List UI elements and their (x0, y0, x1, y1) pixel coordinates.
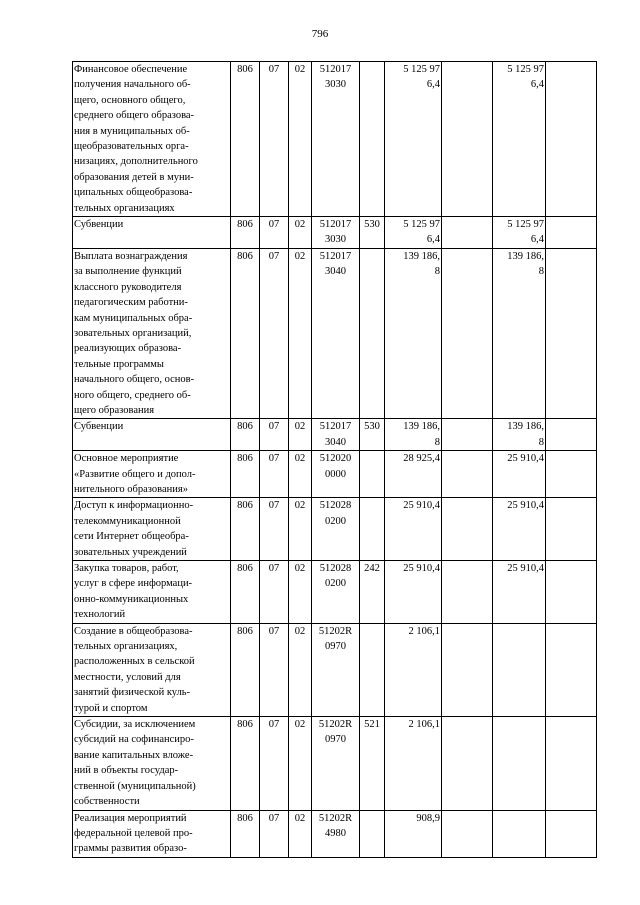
target-article-line: 512017 (319, 219, 352, 231)
table-row (73, 419, 597, 451)
amount-cell-4 (546, 217, 597, 249)
amount-cell-4 (546, 419, 597, 451)
item-name-line: зовательных учреждений (74, 546, 187, 558)
amount-cell-2 (442, 451, 493, 498)
item-name-line: тельных организациях, (74, 641, 178, 653)
item-name-line: Финансовое обеспечение (74, 64, 188, 75)
item-name-line: турой и спортом (74, 702, 148, 714)
item-name-cell (73, 248, 231, 418)
amount-cell-4 (546, 62, 597, 217)
amount-cell-3 (493, 717, 546, 810)
item-name-line: занятий физической куль- (74, 687, 191, 699)
amount-line: 5 125 97 (403, 64, 440, 75)
item-name-line: щего, основного общего, (74, 94, 186, 106)
item-name-line: нительного образования» (74, 483, 188, 495)
item-name-line: тельных организациях (74, 202, 175, 214)
ministry-code-cell: 806 (231, 623, 260, 716)
amount-cell (385, 561, 442, 624)
section-code-cell: 07 (260, 217, 289, 249)
item-name-line: местности, условий для (74, 671, 181, 683)
target-article-line: 512017 (319, 421, 352, 433)
amount-line: 25 910,4 (507, 563, 544, 574)
amount-line: 8 (538, 266, 544, 278)
section-code-cell: 07 (260, 623, 289, 716)
item-name-line: Выплата вознаграждения (74, 250, 188, 262)
amount-line: 8 (538, 436, 544, 448)
budget-table (72, 61, 597, 858)
item-name-line: расположенных в сельской (74, 656, 195, 668)
subsection-code-cell: 02 (289, 623, 312, 716)
item-name-line: ственной (муниципальной) (74, 780, 196, 792)
amount-cell (385, 498, 442, 561)
target-article-cell (312, 623, 360, 716)
amount-cell-4 (546, 561, 597, 624)
amount-cell-3 (493, 62, 546, 217)
section-code-cell: 07 (260, 248, 289, 418)
ministry-code-cell: 806 (231, 498, 260, 561)
table-row (73, 717, 597, 810)
ministry-code-cell: 806 (231, 810, 260, 857)
amount-cell-3 (493, 217, 546, 249)
target-article-cell (312, 419, 360, 451)
target-article-line: 0200 (325, 515, 346, 527)
item-name-line: технологий (74, 609, 126, 621)
amount-cell-4 (546, 717, 597, 810)
item-name-line: субсидий на софинансиро- (74, 734, 194, 746)
amount-line: 5 125 97 (507, 219, 544, 231)
expense-type-cell (360, 498, 385, 561)
amount-cell-2 (442, 498, 493, 561)
amount-cell-3 (493, 451, 546, 498)
item-name-line: педагогическим работни- (74, 297, 188, 309)
amount-cell-3 (493, 419, 546, 451)
item-name-line: федеральной целевой про- (74, 827, 193, 839)
target-article-line: 4980 (325, 827, 346, 839)
item-name-line: реализующих образова- (74, 343, 182, 355)
section-code-cell: 07 (260, 62, 289, 217)
target-article-line: 512017 (319, 250, 352, 262)
item-name-line: собственности (74, 796, 140, 808)
target-article-line: 512020 (319, 453, 352, 465)
ministry-code-cell: 806 (231, 248, 260, 418)
item-name-line: Реализация мероприятий (74, 812, 187, 824)
item-name-line: Субсидии, за исключением (74, 719, 196, 731)
amount-cell-2 (442, 419, 493, 451)
amount-cell (385, 248, 442, 418)
table-row (73, 498, 597, 561)
amount-cell-3 (493, 810, 546, 857)
amount-line: 28 925,4 (403, 453, 440, 465)
amount-line: 139 186, (507, 250, 544, 262)
amount-line: 6,4 (530, 79, 544, 91)
amount-cell (385, 451, 442, 498)
amount-cell (385, 810, 442, 857)
target-article-cell (312, 62, 360, 217)
amount-cell (385, 217, 442, 249)
item-name-line: ния в муниципальных об- (74, 125, 190, 137)
item-name-cell (73, 561, 231, 624)
table-row (73, 62, 597, 217)
subsection-code-cell: 02 (289, 717, 312, 810)
expense-type-cell: 530 (360, 217, 385, 249)
amount-line: 25 910,4 (507, 453, 544, 465)
target-article-line: 0200 (325, 578, 346, 590)
item-name-line: ного общего, среднего об- (74, 389, 191, 401)
amount-line: 5 125 97 (403, 219, 440, 231)
target-article-cell (312, 717, 360, 810)
target-article-line: 51202R (318, 719, 353, 731)
amount-cell-3 (493, 498, 546, 561)
item-name-line: ципальных общеобразова- (74, 187, 193, 199)
amount-line: 139 186, (507, 421, 544, 433)
section-code-cell: 07 (260, 419, 289, 451)
amount-cell-4 (546, 248, 597, 418)
item-name-cell (73, 62, 231, 217)
amount-cell (385, 62, 442, 217)
target-article-line: 51202R (318, 625, 353, 637)
amount-line: 139 186, (403, 421, 440, 433)
subsection-code-cell: 02 (289, 451, 312, 498)
section-code-cell: 07 (260, 717, 289, 810)
ministry-code-cell: 806 (231, 217, 260, 249)
item-name-cell (73, 717, 231, 810)
target-article-cell (312, 498, 360, 561)
amount-cell-4 (546, 498, 597, 561)
section-code-cell: 07 (260, 561, 289, 624)
item-name-line: классного руководителя (74, 281, 182, 293)
section-code-cell: 07 (260, 810, 289, 857)
item-name-line: вание капитальных вложе- (74, 749, 194, 761)
amount-line: 8 (434, 266, 440, 278)
amount-line: 6,4 (426, 79, 440, 91)
ministry-code-cell: 806 (231, 451, 260, 498)
ministry-code-cell: 806 (231, 717, 260, 810)
target-article-line: 3030 (325, 234, 346, 246)
subsection-code-cell: 02 (289, 561, 312, 624)
subsection-code-cell: 02 (289, 498, 312, 561)
target-article-line: 512028 (319, 563, 352, 574)
amount-line: 25 910,4 (403, 500, 440, 512)
expense-type-cell: 521 (360, 717, 385, 810)
section-code-cell: 07 (260, 498, 289, 561)
expense-type-cell (360, 62, 385, 217)
target-article-line: 0970 (325, 641, 346, 653)
item-name-line: Основное мероприятие (74, 453, 179, 465)
amount-cell-3 (493, 561, 546, 624)
amount-cell-4 (546, 623, 597, 716)
amount-line: 8 (434, 436, 440, 448)
amount-line: 5 125 97 (507, 64, 544, 75)
item-name-line: зовательных организаций, (74, 327, 192, 339)
table-row (73, 561, 597, 624)
amount-line: 2 106,1 (408, 719, 440, 731)
expense-type-cell: 242 (360, 561, 385, 624)
amount-cell-2 (442, 810, 493, 857)
item-name-line: онно-коммуникационных (74, 593, 189, 605)
item-name-cell (73, 217, 231, 249)
target-article-cell (312, 451, 360, 498)
expense-type-cell (360, 451, 385, 498)
ministry-code-cell: 806 (231, 419, 260, 451)
item-name-line: сети Интернет общеобра- (74, 531, 189, 543)
target-article-cell (312, 561, 360, 624)
amount-line: 6,4 (530, 234, 544, 246)
subsection-code-cell: 02 (289, 810, 312, 857)
expense-type-cell (360, 810, 385, 857)
item-name-line: граммы развития образо- (74, 843, 187, 855)
item-name-line: Субвенции (74, 219, 124, 231)
page-number: 796 (311, 28, 329, 40)
amount-cell-3 (493, 248, 546, 418)
amount-cell-4 (546, 810, 597, 857)
table-row (73, 248, 597, 418)
item-name-line: «Развитие общего и допол- (74, 468, 196, 480)
item-name-line: за выполнение функций (74, 266, 182, 278)
amount-cell-2 (442, 561, 493, 624)
target-article-line: 3040 (325, 266, 346, 278)
target-article-cell (312, 810, 360, 857)
amount-cell-4 (546, 451, 597, 498)
amount-cell-2 (442, 248, 493, 418)
item-name-line: тельные программы (74, 358, 164, 370)
amount-cell (385, 717, 442, 810)
amount-cell-2 (442, 623, 493, 716)
target-article-line: 51202R (318, 812, 353, 824)
item-name-cell (73, 810, 231, 857)
item-name-line: услуг в сфере информаци- (74, 578, 193, 590)
amount-cell (385, 623, 442, 716)
item-name-cell (73, 623, 231, 716)
target-article-line: 3030 (325, 79, 346, 91)
item-name-line: кам муниципальных обра- (74, 312, 193, 324)
target-article-line: 512028 (319, 500, 352, 512)
item-name-line: Закупка товаров, работ, (74, 563, 179, 574)
target-article-cell (312, 248, 360, 418)
target-article-line: 512017 (319, 64, 352, 75)
amount-line: 2 106,1 (408, 625, 440, 637)
amount-line: 139 186, (403, 250, 440, 262)
subsection-code-cell: 02 (289, 419, 312, 451)
item-name-line: среднего общего образова- (74, 110, 195, 122)
amount-cell-2 (442, 717, 493, 810)
section-code-cell: 07 (260, 451, 289, 498)
item-name-line: щего образования (74, 404, 155, 416)
amount-cell (385, 419, 442, 451)
target-article-line: 0970 (325, 734, 346, 746)
ministry-code-cell: 806 (231, 561, 260, 624)
item-name-cell (73, 451, 231, 498)
item-name-line: Доступ к информационно- (74, 500, 194, 512)
amount-line: 6,4 (426, 234, 440, 246)
item-name-line: получения начального об- (74, 79, 191, 91)
amount-line: 908,9 (416, 812, 440, 824)
table-row (73, 623, 597, 716)
amount-line: 25 910,4 (403, 563, 440, 574)
ministry-code-cell: 806 (231, 62, 260, 217)
item-name-line: начального общего, основ- (74, 374, 195, 386)
item-name-line: ний в объекты государ- (74, 765, 179, 777)
target-article-line: 0000 (325, 468, 346, 480)
amount-cell-2 (442, 217, 493, 249)
table-row (73, 217, 597, 249)
target-article-line: 3040 (325, 436, 346, 448)
expense-type-cell: 530 (360, 419, 385, 451)
subsection-code-cell: 02 (289, 248, 312, 418)
item-name-line: Субвенции (74, 421, 124, 433)
item-name-line: телекоммуникационной (74, 515, 181, 527)
item-name-cell (73, 498, 231, 561)
item-name-line: низациях, дополнительного (74, 156, 198, 168)
item-name-line: Создание в общеобразова- (74, 625, 193, 637)
item-name-line: образования детей в муни- (74, 171, 194, 183)
table-row (73, 451, 597, 498)
subsection-code-cell: 02 (289, 217, 312, 249)
item-name-cell (73, 419, 231, 451)
expense-type-cell (360, 623, 385, 716)
expense-type-cell (360, 248, 385, 418)
amount-cell-2 (442, 62, 493, 217)
item-name-line: щеобразовательных орга- (74, 141, 189, 153)
target-article-cell (312, 217, 360, 249)
table-row (73, 810, 597, 857)
amount-cell-3 (493, 623, 546, 716)
subsection-code-cell: 02 (289, 62, 312, 217)
amount-line: 25 910,4 (507, 500, 544, 512)
